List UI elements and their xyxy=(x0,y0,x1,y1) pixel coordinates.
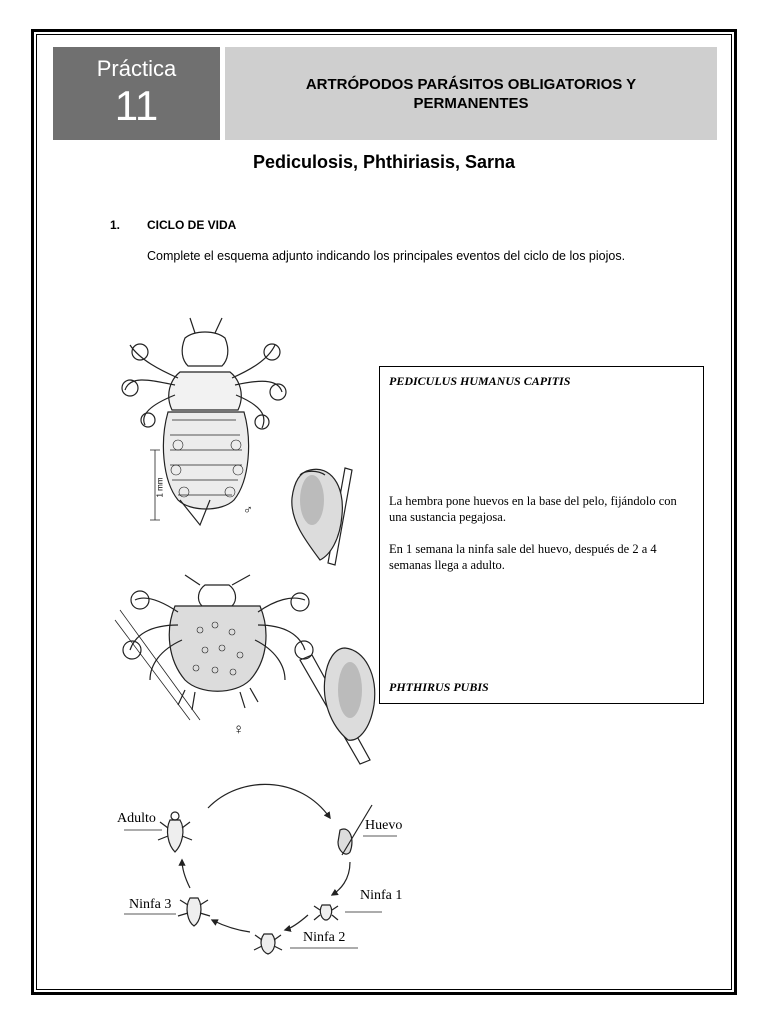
info-paragraph-2: En 1 semana la ninfa sale del huevo, después de 2 a 4 semanas llega a adulto. xyxy=(389,542,657,572)
cycle-label-adult: Adulto xyxy=(117,811,156,826)
document-subtitle: Pediculosis, Phthiriasis, Sarna xyxy=(252,152,516,172)
practice-label: Práctica xyxy=(96,56,177,81)
crab-louse-egg-drawing xyxy=(300,648,375,764)
cycle-label-nymph-2: Ninfa 2 xyxy=(303,930,346,945)
document-title: ARTRÓPODOS PARÁSITOS OBLIGATORIOS Y PERMANENTES xyxy=(305,75,637,112)
head-louse-drawing xyxy=(122,318,286,525)
crab-louse-drawing xyxy=(115,575,313,720)
cycle-label-nymph-1: Ninfa 1 xyxy=(360,888,403,903)
male-symbol: ♂ xyxy=(243,502,253,517)
cycle-label-egg: Huevo xyxy=(365,818,403,833)
info-paragraph-1: La hembra pone huevos en la base del pelo, fijándolo con una sustancia pegajosa. xyxy=(389,494,677,524)
female-symbol: ♀ xyxy=(233,722,245,738)
life-cycle-info-box xyxy=(379,366,704,704)
life-cycle-diagram xyxy=(124,784,397,954)
cycle-label-nymph-3: Ninfa 3 xyxy=(129,897,172,912)
head-louse-egg-drawing xyxy=(292,468,352,565)
scale-bar-label: 1 mm xyxy=(155,477,165,498)
species-head-louse: PEDICULUS HUMANUS CAPITIS xyxy=(389,374,571,388)
species-crab-louse: PHTHIRUS PUBIS xyxy=(389,680,489,694)
practice-number: 11 xyxy=(114,82,159,129)
section-instructions: Complete el esquema adjunto indicando los principales eventos del ciclo de los piojos. xyxy=(147,249,626,263)
section-number: 1. xyxy=(110,218,121,232)
section-title: CICLO DE VIDA xyxy=(147,218,237,232)
